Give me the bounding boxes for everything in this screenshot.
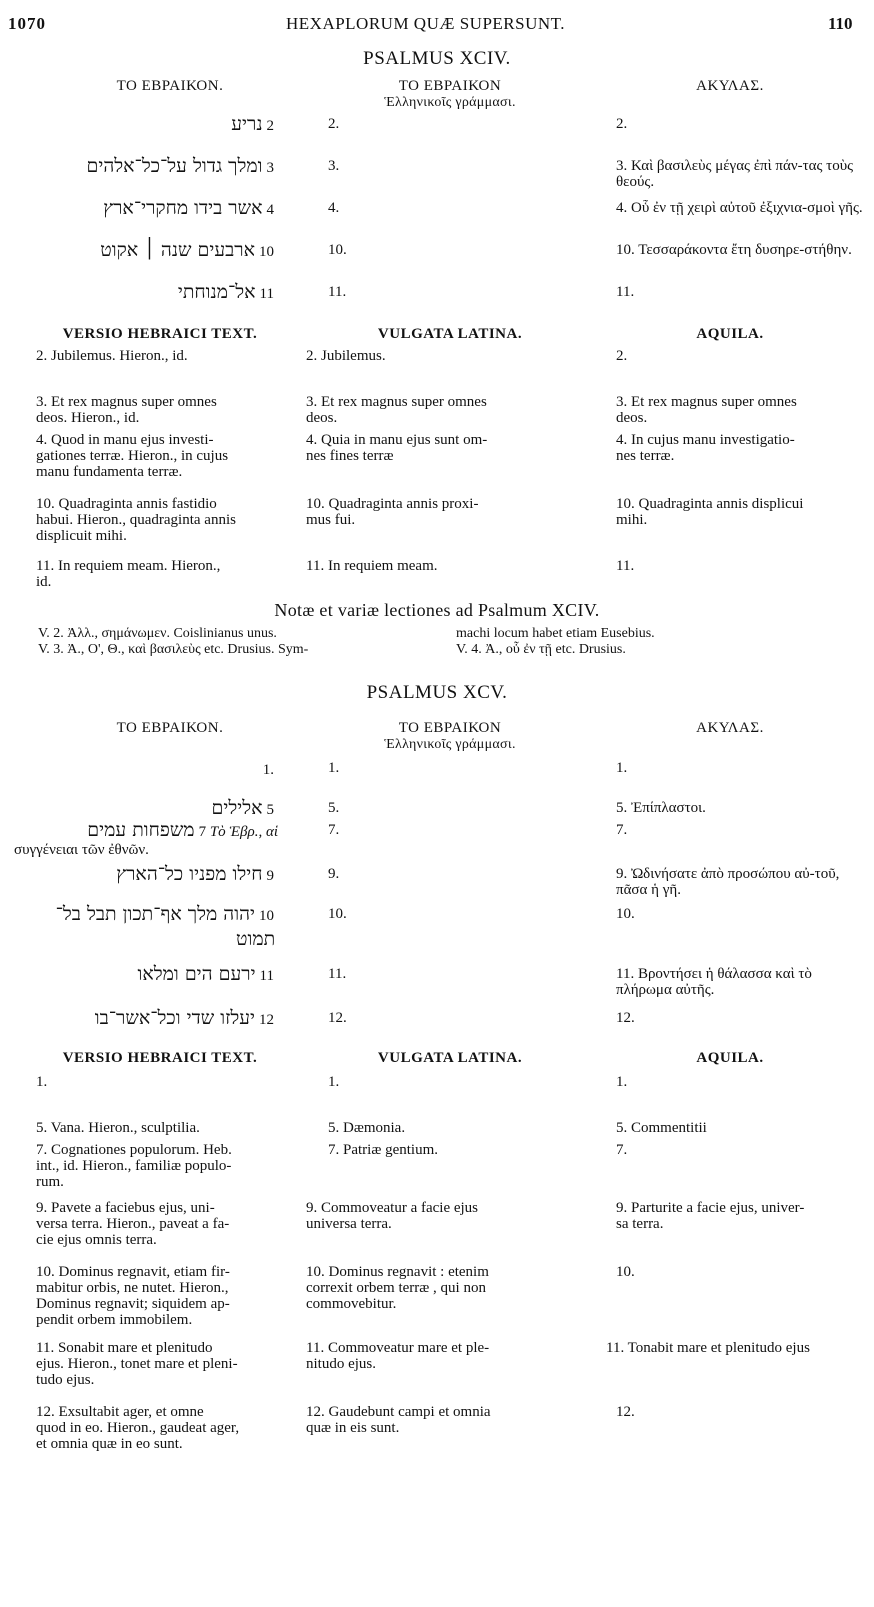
text-line: 9. Pavete a faciebus ejus, uni- [36, 1200, 215, 1216]
latin-aquila-cell [616, 1120, 874, 1136]
verse-number: 11 [259, 968, 274, 984]
notes-title: Notæ et variæ lectiones ad Psalmum XCIV. [274, 600, 600, 620]
aquila-greek-cell: 7. [616, 822, 628, 838]
ps94-latin-head-a: VERSIO HEBRAICI TEXT. [62, 326, 258, 342]
text-line: 11. Commoveatur mare et ple- [306, 1340, 490, 1356]
note-line: V. 2. Ἀλλ., σημάνωμεν. Coislinianus unus. [38, 626, 277, 641]
ps95-col1-heading: ΤΟ ΕΒΡΑΙΚΟΝ. [116, 720, 224, 736]
aquila-greek-cell: 10. [616, 906, 635, 922]
hebrew-verse [4, 155, 274, 177]
text-line: 1. [328, 1074, 340, 1090]
text-line: Dominus regnavit; siquidem ap- [36, 1296, 230, 1312]
hebrew-verse [4, 113, 274, 135]
running-title: HEXAPLORUM QUÆ SUPERSUNT. [286, 14, 566, 33]
hebrew-verse [4, 963, 274, 985]
text-line: nes terræ. [616, 448, 675, 464]
ps95-col2-heading [330, 720, 570, 753]
aquila-greek-cell: 5. Ἐπίπλαστοι. [616, 800, 706, 816]
page-number-left: 1070 [8, 14, 46, 33]
page-number-right: 110 [828, 14, 853, 33]
hebrew-verse [4, 239, 274, 261]
latin-aquila-cell [616, 1142, 874, 1158]
text-line: 10. [616, 1264, 635, 1280]
text-line: tudo ejus. [36, 1372, 95, 1388]
ps94-latin-head-c: AQUILA. [696, 326, 764, 342]
text-line: nitudo ejus. [306, 1356, 376, 1372]
text-line: et omnia quæ in eo sunt. [36, 1436, 183, 1452]
aquila-greek-cell: 1. [616, 760, 628, 776]
text-line: 5. Dæmonia. [328, 1120, 406, 1136]
ps94-col3-heading: ΑΚΥΛΑΣ. [696, 78, 764, 94]
hebrew-text: ירעם הים ומלאו [137, 963, 256, 985]
ps94-col1-heading: ΤΟ ΕΒΡΑΙΚΟΝ. [116, 78, 224, 94]
text-line: versa terra. Hieron., paveat a fa- [36, 1216, 230, 1232]
transliteration-cell: 12. [328, 1010, 347, 1026]
text-line: 7. Patriæ gentium. [328, 1142, 438, 1158]
hebrew-text: אשר בידו מחקרי־ארץ [103, 197, 263, 219]
transliteration-cell: 4. [328, 200, 340, 216]
hebrew-text: יהוה מלך אף־תכון תבל בל־ [55, 903, 255, 925]
ps95-latin-head-b: VULGATA LATINA. [377, 1050, 523, 1066]
transliteration-cell: 11. [328, 284, 347, 300]
text-line: 2. Jubilemus. [306, 348, 386, 364]
latin-aquila-cell [616, 394, 874, 426]
text-line: 10. Dominus regnavit : etenim [306, 1264, 489, 1280]
text-line: ejus. Hieron., tonet mare et pleni- [36, 1356, 238, 1372]
text-line: 5. Vana. Hieron., sculptilia. [36, 1120, 200, 1136]
text-line: 4. Quod in manu ejus investi- [36, 432, 214, 448]
text-line: 11. In requiem meam. [306, 558, 438, 574]
text-line: deos. Hieron., id. [36, 410, 140, 426]
ps95-col3-heading: ΑΚΥΛΑΣ. [696, 720, 764, 736]
text-line: id. [36, 574, 52, 590]
latin-vulgata-cell [306, 432, 581, 464]
aquila-greek-cell: 9. Ὠδινήσατε ἀπὸ προσώπου αὐ-τοῦ, πᾶσα ἡ γῆ. [616, 866, 840, 898]
transliteration-cell: 1. [328, 760, 340, 776]
text-line: 10. Quadraginta annis fastidio [36, 496, 217, 512]
latin-versio-cell [36, 432, 286, 480]
text-line: 11. In requiem meam. Hieron., [36, 558, 221, 574]
latin-vulgata-cell [306, 348, 581, 364]
hebrew-verse [4, 760, 274, 778]
text-line: manu fundamenta terræ. [36, 464, 183, 480]
text-line: int., id. Hieron., familiæ populo- [36, 1158, 232, 1174]
text-line: 12. Gaudebunt campi et omnia [306, 1404, 491, 1420]
text-line: rum. [36, 1174, 64, 1190]
text-line: correxit orbem terræ , qui non [306, 1280, 486, 1296]
ps95-latin-head-c: AQUILA. [696, 1050, 764, 1066]
latin-vulgata-cell [328, 1074, 603, 1090]
aquila-greek-cell: 11. [616, 284, 635, 300]
text-line: 11. [616, 558, 635, 574]
hebrew-text: משפחות עמים [87, 819, 195, 841]
aquila-greek-cell: 4. Οὗ ἐν τῇ χειρὶ αὐτοῦ ἐξιχνια-σμοὶ γῆς. [616, 200, 863, 216]
latin-versio-cell [36, 394, 286, 426]
inline-greek-note: Τὸ Ἑβρ., αἱ [209, 824, 278, 840]
hebrew-text: ארבעים שנה ׀ אקוט [100, 239, 255, 261]
latin-vulgata-cell [306, 558, 581, 574]
verse-number: 11 [259, 286, 274, 302]
hebrew-text: נריע [231, 113, 263, 135]
latin-versio-cell [36, 496, 286, 544]
ps95-col2-subheading: Ἑλληνικοῖς γράμμασι. [384, 737, 516, 752]
hebrew-text: חילו מפניו כל־הארץ [116, 863, 263, 885]
ps95-col2-heading-text: ΤΟ ΕΒΡΑΙΚΟΝ [398, 720, 502, 736]
text-line: 10. Quadraginta annis displicui [616, 496, 804, 512]
ps94-col2-heading-text: ΤΟ ΕΒΡΑΙΚΟΝ [398, 78, 502, 94]
verse-number: 1. [262, 762, 274, 778]
latin-vulgata-cell [306, 394, 581, 426]
text-line: 9. Parturite a facie ejus, univer- [616, 1200, 805, 1216]
latin-versio-cell [36, 1340, 286, 1388]
latin-vulgata-cell [306, 1200, 581, 1232]
transliteration-cell: 10. [328, 906, 347, 922]
text-line: 7. [616, 1142, 628, 1158]
text-line: 9. Commoveatur a facie ejus [306, 1200, 479, 1216]
verse-number: 4 [266, 202, 274, 218]
text-line: mabitur orbis, ne nutet. Hieron., [36, 1280, 229, 1296]
verse-number: 10 [259, 244, 274, 260]
text-line: 11. Tonabit mare et plenitudo ejus [606, 1340, 810, 1356]
hebrew-text: אלילים [211, 797, 263, 819]
inline-greek-note-continued: συγγένειαι τῶν ἐθνῶν. [14, 842, 149, 858]
hebrew-text-continued: תמוט [236, 928, 276, 950]
text-line: 12. [616, 1404, 635, 1420]
psalm-94-title: PSALMUS XCIV. [363, 48, 511, 69]
hebrew-verse [4, 903, 274, 925]
verse-number: 10 [259, 908, 274, 924]
text-line: 4. In cujus manu investigatio- [616, 432, 795, 448]
latin-versio-cell [36, 1074, 286, 1090]
latin-versio-cell [36, 1142, 286, 1190]
note-line: machi locum habet etiam Eusebius. [456, 626, 655, 641]
text-line: displicuit mihi. [36, 528, 127, 544]
verse-number: 3 [266, 160, 274, 176]
latin-aquila-cell [616, 348, 874, 364]
text-line: deos. [616, 410, 648, 426]
text-line: commovebitur. [306, 1296, 397, 1312]
latin-versio-cell [36, 1120, 286, 1136]
text-line: 10. Quadraginta annis proxi- [306, 496, 479, 512]
verse-number: 12 [259, 1012, 274, 1028]
aquila-greek-cell: 3. Καὶ βασιλεὺς μέγας ἐπὶ πάν-τας τοὺς θεούς. [616, 158, 854, 190]
text-line: 7. Cognationes populorum. Heb. [36, 1142, 232, 1158]
latin-versio-cell [36, 1404, 286, 1452]
note-line: V. 4. Ἀ., οὗ ἐν τῇ etc. Drusius. [456, 642, 626, 657]
transliteration-cell: 10. [328, 242, 347, 258]
latin-aquila-cell [616, 432, 874, 464]
text-line: pendit orbem immobilem. [36, 1312, 193, 1328]
latin-vulgata-cell [328, 1120, 603, 1136]
latin-aquila-cell [616, 558, 874, 574]
running-header [0, 14, 874, 38]
transliteration-cell: 11. [328, 966, 347, 982]
hebrew-verse [4, 797, 274, 819]
psalm-95-title: PSALMUS XCV. [366, 682, 508, 703]
text-line: quod in eo. Hieron., gaudeat ager, [36, 1420, 240, 1436]
text-line: deos. [306, 410, 338, 426]
text-line: quæ in eis sunt. [306, 1420, 400, 1436]
hebrew-verse [0, 819, 278, 841]
hebrew-text: יעלזו שדי וכל־אשר־בו [94, 1007, 255, 1029]
text-line: 11. Sonabit mare et plenitudo [36, 1340, 213, 1356]
verse-number: 2 [266, 118, 274, 134]
note-line: V. 3. Ἀ., Ο', Θ., καὶ βασιλεὺς etc. Drusius. Sym- [38, 642, 309, 657]
latin-vulgata-cell [328, 1142, 603, 1158]
latin-aquila-cell [616, 1074, 874, 1090]
text-line: nes fines terræ [306, 448, 394, 464]
latin-aquila-cell [616, 496, 874, 528]
aquila-greek-cell: 11. Βροντήσει ἡ θάλασσα καὶ τὸ πλήρωμα αὐτῆς. [616, 966, 812, 998]
text-line: 3. Et rex magnus super omnes [306, 394, 487, 410]
latin-vulgata-cell [306, 496, 581, 528]
latin-versio-cell [36, 558, 286, 590]
text-line: 12. Exsultabit ager, et omne [36, 1404, 204, 1420]
text-line: gationes terræ. Hieron., in cujus [36, 448, 229, 464]
verse-number: 5 [266, 802, 274, 818]
ps94-col2-heading [330, 78, 570, 111]
text-line: 4. Quia in manu ejus sunt om- [306, 432, 488, 448]
latin-vulgata-cell [306, 1264, 581, 1312]
latin-aquila-cell [606, 1340, 864, 1356]
aquila-greek-cell: 2. [616, 116, 628, 132]
aquila-greek-cell: 12. [616, 1010, 635, 1026]
transliteration-cell: 2. [328, 116, 340, 132]
hebrew-verse [4, 197, 274, 219]
latin-aquila-cell [616, 1404, 874, 1420]
ps95-latin-head-a: VERSIO HEBRAICI TEXT. [62, 1050, 258, 1066]
latin-aquila-cell [616, 1200, 874, 1232]
text-line: 10. Dominus regnavit, etiam fir- [36, 1264, 230, 1280]
latin-aquila-cell [616, 1264, 874, 1280]
text-line: 1. [616, 1074, 628, 1090]
text-line: habui. Hieron., quadraginta annis [36, 512, 236, 528]
text-line: 3. Et rex magnus super omnes [36, 394, 217, 410]
transliteration-cell: 3. [328, 158, 340, 174]
latin-versio-cell [36, 1264, 286, 1328]
hebrew-verse [4, 863, 274, 885]
text-line: cie ejus omnis terra. [36, 1232, 157, 1248]
text-line: sa terra. [616, 1216, 664, 1232]
text-line: 2. [616, 348, 628, 364]
verse-number: 9 [266, 868, 274, 884]
ps94-latin-head-b: VULGATA LATINA. [377, 326, 523, 342]
text-line: 2. Jubilemus. Hieron., id. [36, 348, 188, 364]
text-line: mus fui. [306, 512, 356, 528]
verse-number: 7 [198, 824, 207, 840]
text-line: universa terra. [306, 1216, 392, 1232]
hebrew-text: אל־מנוחתי [177, 281, 256, 303]
text-line: mihi. [616, 512, 648, 528]
ps94-col2-subheading: Ἑλληνικοῖς γράμμασι. [384, 95, 516, 110]
transliteration-cell: 5. [328, 800, 340, 816]
latin-vulgata-cell [306, 1404, 581, 1436]
aquila-greek-cell: 10. Τεσσαράκοντα ἔτη δυσηρε-στήθην. [616, 242, 852, 258]
transliteration-cell: 7. [328, 822, 340, 838]
text-line: 1. [36, 1074, 48, 1090]
latin-vulgata-cell [306, 1340, 581, 1372]
transliteration-cell: 9. [328, 866, 340, 882]
hebrew-verse [4, 1007, 274, 1029]
latin-versio-cell [36, 1200, 286, 1248]
latin-versio-cell [36, 348, 286, 364]
text-line: 5. Commentitii [616, 1120, 707, 1136]
text-line: 3. Et rex magnus super omnes [616, 394, 797, 410]
hebrew-text: ומלך גדול על־כל־אלהים [86, 155, 263, 177]
hebrew-verse [4, 281, 274, 303]
